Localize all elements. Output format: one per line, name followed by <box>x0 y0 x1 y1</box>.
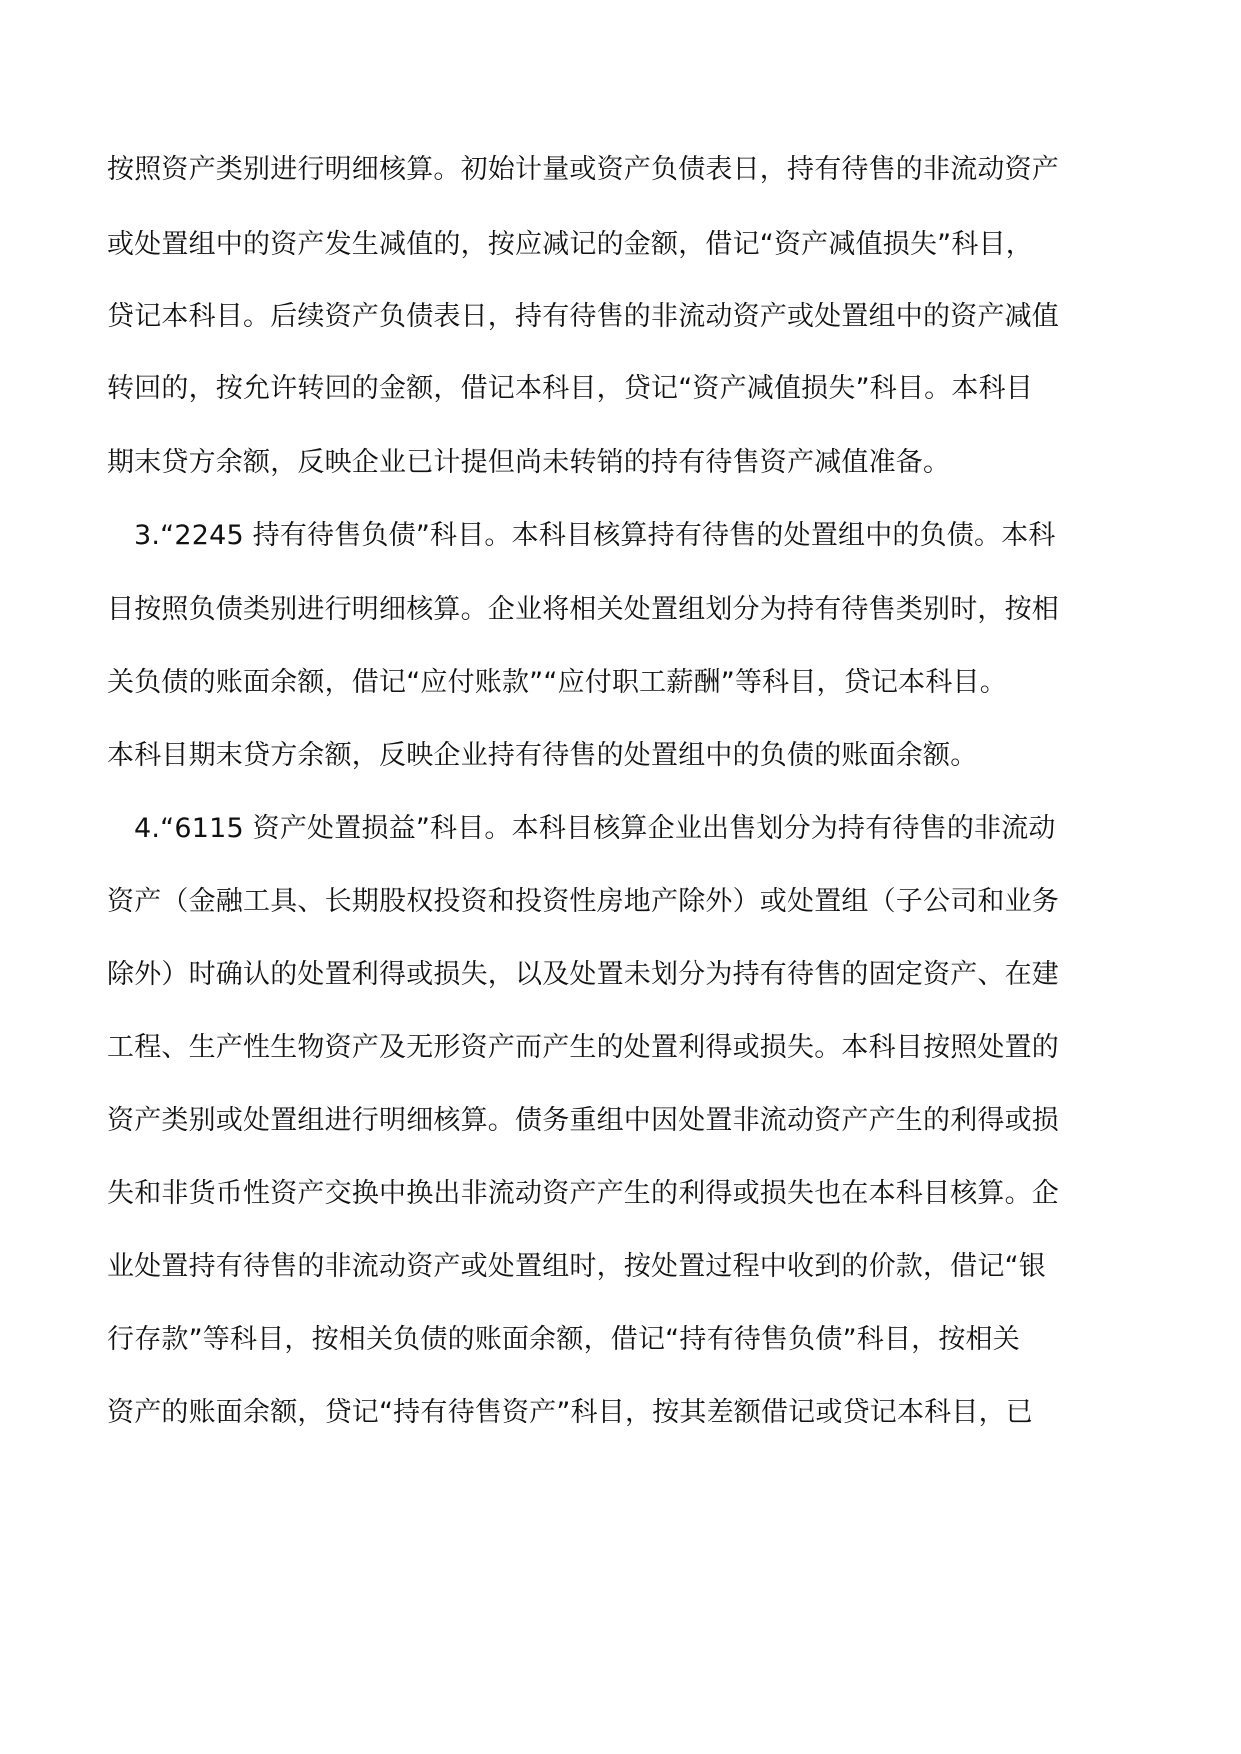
text-line: 关负债的账面余额，借记“应付账款”“应付职工薪酬”等科目，贷记本科目。 <box>107 667 1007 698</box>
text-line: 失和非货币性资产交换中换出非流动资产产生的利得或损失也在本科目核算。企 <box>107 1178 1059 1209</box>
text-line: 期末贷方余额，反映企业已计提但尚未转销的持有待售资产减值准备。 <box>107 447 951 478</box>
text-line: 贷记本科目。后续资产负债表日，持有待售的非流动资产或处置组中的资产减值 <box>107 301 1059 332</box>
text-line: 行存款”等科目，按相关负债的账面余额，借记“持有待售负债”科目，按相关 <box>107 1324 1020 1355</box>
text-line: 本科目期末贷方余额，反映企业持有待售的处置组中的负债的账面余额。 <box>107 740 978 771</box>
text-line: 资产的账面余额，贷记“持有待售资产”科目，按其差额借记或贷记本科目，已 <box>107 1397 1033 1428</box>
text-line: 目按照负债类别进行明细核算。企业将相关处置组划分为持有待售类别时，按相 <box>107 594 1059 625</box>
text-line: 或处置组中的资产发生减值的，按应减记的金额，借记“资产减值损失”科目， <box>107 229 1033 260</box>
text-line: 资产（金融工具、长期股权投资和投资性房地产除外）或处置组（子公司和业务 <box>107 886 1059 917</box>
text-line: 转回的，按允许转回的金额，借记本科目，贷记“资产减值损失”科目。本科目 <box>107 373 1033 404</box>
text-line: 按照资产类别进行明细核算。初始计量或资产负债表日，持有待售的非流动资产 <box>107 154 1059 185</box>
text-line: 工程、生产性生物资产及无形资产而产生的处置利得或损失。本科目按照处置的 <box>107 1032 1059 1063</box>
text-line: 4.“6115 资产处置损益”科目。本科目核算企业出售划分为持有待售的非流动 <box>134 813 1056 844</box>
text-line: 除外）时确认的处置利得或损失，以及处置未划分为持有待售的固定资产、在建 <box>107 959 1059 990</box>
text-line: 资产类别或处置组进行明细核算。债务重组中因处置非流动资产产生的利得或损 <box>107 1105 1059 1136</box>
text-line: 业处置持有待售的非流动资产或处置组时，按处置过程中收到的价款，借记“银 <box>107 1251 1046 1282</box>
text-line: 3.“2245 持有待售负债”科目。本科目核算持有待售的处置组中的负债。本科 <box>134 520 1056 551</box>
